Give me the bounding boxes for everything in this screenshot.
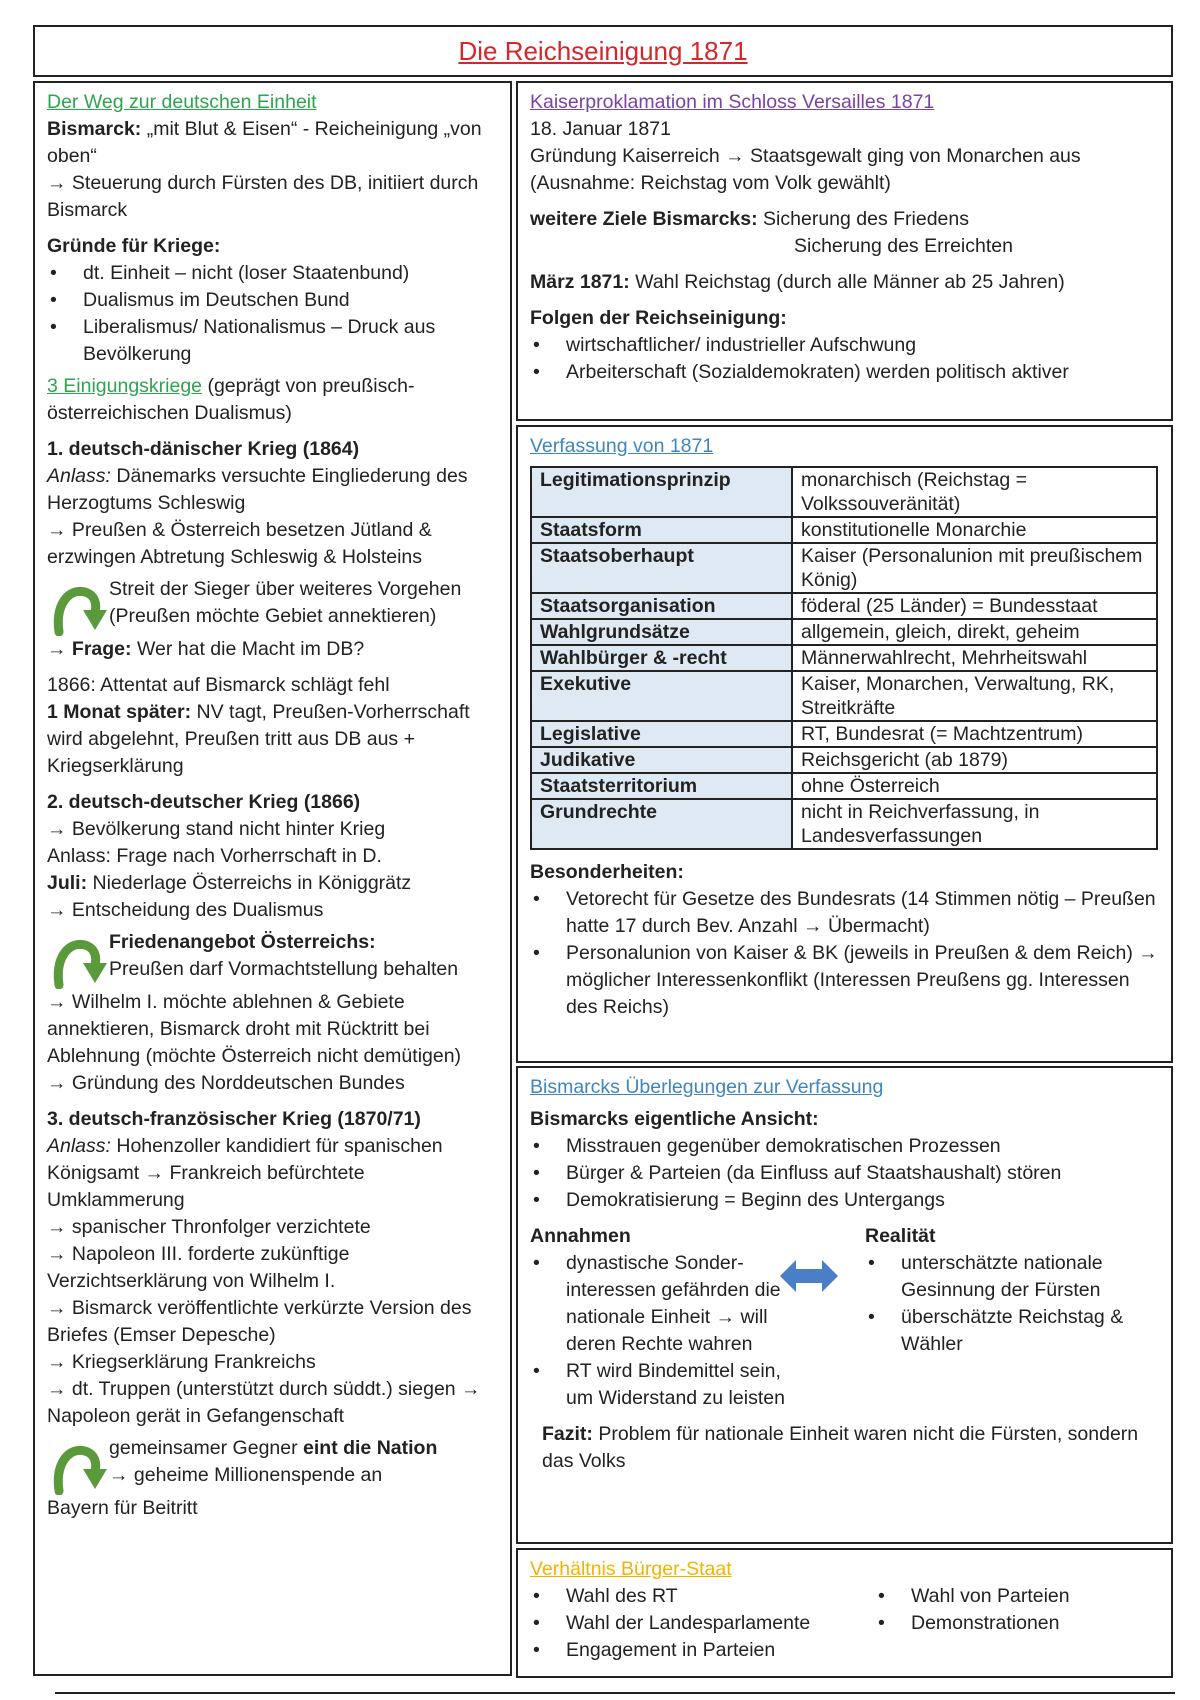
k3-line: → Kriegserklärung Frankreichs bbox=[47, 1351, 316, 1373]
list-item: • Wahl der Landesparlamente bbox=[530, 1610, 875, 1637]
curved-arrow-icon bbox=[47, 1441, 109, 1495]
kaiser-date: 18. Januar 1871 bbox=[530, 118, 671, 140]
k3-line: → dt. Truppen (unterstützt durch süddt.) siegen → Napoleon gerät in Gefangenschaft bbox=[47, 1378, 481, 1427]
left-column bbox=[33, 81, 512, 1676]
table-key: Staatsterritorium bbox=[531, 773, 792, 799]
table-row bbox=[531, 747, 1157, 773]
kriege-link: 3 Einigungskriege bbox=[47, 375, 203, 397]
k2-line: → Bevölkerung stand nicht hinter Krieg bbox=[47, 818, 386, 840]
monat-text: NV tagt, Preußen-Vorherrschaft wird abgelehnt, Preußen tritt aus DB aus + Kriegserklärung bbox=[47, 701, 470, 777]
bottom-divider bbox=[55, 1692, 1175, 1694]
table-key: Legislative bbox=[531, 721, 792, 747]
curved-arrow-icon bbox=[47, 935, 109, 989]
table-key: Staatsform bbox=[531, 517, 792, 543]
list-item: • Vetorecht für Gesetze des Bundesrats (14 Stimmen nötig – Preußen hatte 17 durch Bev. Anzahl → Übermacht) bbox=[530, 886, 1159, 940]
list-item: • Personalunion von Kaiser & BK (jeweils in Preußen & dem Reich) → möglicher Interessenkonflikt (Interessen Preußens gg. Interessen des Reichs) bbox=[530, 940, 1159, 1021]
double-arrow-icon bbox=[780, 1258, 838, 1294]
list-item: • dynastische Sonder-interessen gefährden die nationale Einheit → will deren Rechte wahren bbox=[530, 1250, 805, 1358]
table-key: Legitimationsprinzip bbox=[531, 467, 792, 517]
list-item: • dt. Einheit – nicht (loser Staatenbund) bbox=[47, 260, 498, 287]
table-row bbox=[531, 517, 1157, 543]
k2-heading: 2. deutsch-deutscher Krieg (1866) bbox=[47, 791, 361, 813]
table-row bbox=[531, 593, 1157, 619]
verfassung-table bbox=[530, 466, 1158, 850]
k1-anlass-text: Dänemarks versuchte Eingliederung des Herzogtums Schleswig bbox=[47, 465, 468, 514]
k1-heading: 1. deutsch-dänischer Krieg (1864) bbox=[47, 438, 360, 460]
list-item: • Wahl von Parteien bbox=[875, 1583, 1155, 1610]
folgen-heading: Folgen der Reichseinigung: bbox=[530, 307, 787, 329]
k2-line: Anlass: Frage nach Vorherrschaft in D. bbox=[47, 845, 382, 867]
list-item: • Engagement in Parteien bbox=[530, 1637, 875, 1664]
realitaet-heading: Realität bbox=[865, 1225, 936, 1247]
k3-anlass bbox=[47, 1133, 498, 1214]
verfassung-heading: Verfassung von 1871 bbox=[530, 435, 714, 457]
k2-line: → Entscheidung des Dualismus bbox=[47, 899, 324, 921]
buerger-heading: Verhältnis Bürger-Staat bbox=[530, 1558, 732, 1580]
annahmen-realitaet bbox=[530, 1223, 1159, 1412]
fazit-text: Problem für nationale Einheit waren nicht die Fürsten, sondern das Volks bbox=[542, 1423, 1139, 1472]
page-title: Die Reichseinigung 1871 bbox=[458, 36, 748, 66]
k3-anlass-label: Anlass: bbox=[47, 1135, 111, 1157]
table-row bbox=[531, 645, 1157, 671]
table-value: Reichsgericht (ab 1879) bbox=[792, 747, 1157, 773]
k2-wilhelm: → Wilhelm I. möchte ablehnen & Gebiete annektieren, Bismarck droht mit Rücktritt bei Ablehnung (möchte Österreich nicht demütigen) bbox=[47, 991, 462, 1067]
ueberlegungen-heading: Bismarcks Überlegungen zur Verfassung bbox=[530, 1076, 884, 1098]
monat-line bbox=[47, 699, 498, 780]
table-value: Kaiser, Monarchen, Verwaltung, RK, Streitkräfte bbox=[792, 671, 1157, 721]
kaiser-box bbox=[516, 81, 1173, 421]
k3-curve-text2: → geheime Millionenspende an bbox=[109, 1464, 383, 1486]
table-row bbox=[531, 773, 1157, 799]
table-row bbox=[531, 619, 1157, 645]
ansicht-list bbox=[530, 1133, 1159, 1214]
buerger-right-list bbox=[875, 1583, 1155, 1664]
table-value: ohne Österreich bbox=[792, 773, 1157, 799]
buerger-box bbox=[516, 1548, 1173, 1678]
k3-curve-text1: gemeinsamer Gegner bbox=[109, 1437, 304, 1459]
k2-juli-label: Juli: bbox=[47, 872, 88, 894]
list-item: • unterschätzte nationale Gesinnung der Fürsten bbox=[865, 1250, 1155, 1304]
gruende-list bbox=[47, 260, 498, 368]
table-value: Kaiser (Personalunion mit preußischem König) bbox=[792, 543, 1157, 593]
list-item: • Demokratisierung = Beginn des Untergangs bbox=[530, 1187, 1159, 1214]
table-row bbox=[531, 799, 1157, 849]
buerger-left-list bbox=[530, 1583, 875, 1664]
k2-juli bbox=[47, 870, 498, 897]
annahmen-heading: Annahmen bbox=[530, 1225, 631, 1247]
maerz-text: Wahl Reichstag (durch alle Männer ab 25 Jahren) bbox=[629, 271, 1065, 293]
monat-label: 1 Monat später: bbox=[47, 701, 192, 723]
steuerung-line: → Steuerung durch Fürsten des DB, initiiert durch Bismarck bbox=[47, 172, 479, 221]
folgen-list bbox=[530, 332, 1159, 386]
k3-line: → Napoleon III. forderte zukünftige Verzichtserklärung von Wilhelm I. bbox=[47, 1243, 350, 1292]
k2-juli-text: Niederlage Österreichs in Königgrätz bbox=[87, 872, 412, 894]
kaiser-heading: Kaiserproklamation im Schloss Versailles 1871 bbox=[530, 91, 935, 113]
bismarck-text: „mit Blut & Eisen“ - Reicheinigung „von oben“ bbox=[47, 118, 482, 167]
list-item: • Misstrauen gegenüber demokratischen Prozessen bbox=[530, 1133, 1159, 1160]
table-row bbox=[531, 721, 1157, 747]
k1-frage-prefix: → bbox=[47, 638, 72, 660]
k2-gruendung: → Gründung des Norddeutschen Bundes bbox=[47, 1072, 405, 1094]
k1-curve-block bbox=[47, 576, 498, 636]
list-item: • Demonstrationen bbox=[875, 1610, 1155, 1637]
ziele-label: weitere Ziele Bismarcks: bbox=[530, 208, 758, 230]
kriege-text: (geprägt von preußisch-österreichischen Dualismus) bbox=[47, 375, 415, 424]
ziele-2: Sicherung des Erreichten bbox=[794, 235, 1013, 257]
table-value: Männerwahlrecht, Mehrheitswahl bbox=[792, 645, 1157, 671]
maerz-line bbox=[530, 269, 1159, 296]
kaiser-gruendung: Gründung Kaiserreich → Staatsgewalt ging von Monarchen aus (Ausnahme: Reichstag vom Volk gewählt) bbox=[530, 145, 1081, 194]
list-item: • Dualismus im Deutschen Bund bbox=[47, 287, 498, 314]
table-key: Wahlbürger & -recht bbox=[531, 645, 792, 671]
table-key: Judikative bbox=[531, 747, 792, 773]
verfassung-box bbox=[516, 425, 1173, 1063]
maerz-label: März 1871: bbox=[530, 271, 630, 293]
ziele-1: Sicherung des Friedens bbox=[757, 208, 969, 230]
k1-anlass-label: Anlass: bbox=[47, 465, 111, 487]
k3-bayern: Bayern für Beitritt bbox=[47, 1497, 198, 1519]
table-value: allgemein, gleich, direkt, geheim bbox=[792, 619, 1157, 645]
table-value: RT, Bundesrat (= Machtzentrum) bbox=[792, 721, 1157, 747]
besonder-list bbox=[530, 886, 1159, 1021]
bismarck-label: Bismarck: bbox=[47, 118, 142, 140]
k1-frage bbox=[47, 636, 498, 663]
ueberlegungen-box bbox=[516, 1066, 1173, 1544]
table-key: Staatsorganisation bbox=[531, 593, 792, 619]
k3-line: → spanischer Thronfolger verzichtete bbox=[47, 1216, 371, 1238]
table-value: monarchisch (Reichstag = Volkssouveränität) bbox=[792, 467, 1157, 517]
list-item: • überschätzte Reichstag & Wähler bbox=[865, 1304, 1155, 1358]
fazit-label: Fazit: bbox=[542, 1423, 593, 1445]
k3-line: → Bismarck veröffentlichte verkürzte Version des Briefes (Emser Depesche) bbox=[47, 1297, 472, 1346]
k2-curve-block bbox=[47, 929, 498, 989]
k1-result: → Preußen & Österreich besetzen Jütland & erzwingen Abtretung Schleswig & Holsteins bbox=[47, 519, 432, 568]
list-item: • RT wird Bindemittel sein, um Widerstand zu leisten bbox=[530, 1358, 805, 1412]
k1-frage-label: Frage: bbox=[71, 638, 132, 660]
k3-curve-bold: eint die Nation bbox=[303, 1437, 438, 1459]
k3-curve-line bbox=[109, 1435, 437, 1462]
kriege-intro bbox=[47, 373, 498, 427]
gruende-heading: Gründe für Kriege: bbox=[47, 235, 221, 257]
ziele-line bbox=[530, 206, 1159, 233]
table-row bbox=[531, 671, 1157, 721]
list-item: • wirtschaftlicher/ industrieller Aufschwung bbox=[530, 332, 1159, 359]
title-box bbox=[33, 25, 1173, 77]
table-key: Grundrechte bbox=[531, 799, 792, 849]
k1-curve-text: Streit der Sieger über weiteres Vorgehen (Preußen möchte Gebiet annektieren) bbox=[109, 578, 462, 627]
besonder-heading: Besonderheiten: bbox=[530, 861, 684, 883]
fazit-line bbox=[530, 1421, 1159, 1475]
k3-heading: 3. deutsch-französischer Krieg (1870/71) bbox=[47, 1108, 421, 1130]
realitaet-list bbox=[865, 1250, 1155, 1358]
list-item: • Bürger & Parteien (da Einfluss auf Staatshaushalt) stören bbox=[530, 1160, 1159, 1187]
annahmen-column bbox=[530, 1223, 865, 1412]
table-row bbox=[531, 543, 1157, 593]
k3-curve-block bbox=[47, 1435, 498, 1495]
list-item: • Liberalismus/ Nationalismus – Druck aus Bevölkerung bbox=[47, 314, 498, 368]
ansicht-heading: Bismarcks eigentliche Ansicht: bbox=[530, 1108, 819, 1130]
k1-frage-text: Wer hat die Macht im DB? bbox=[131, 638, 365, 660]
table-key: Wahlgrundsätze bbox=[531, 619, 792, 645]
table-value: föderal (25 Länder) = Bundesstaat bbox=[792, 593, 1157, 619]
list-item: • Arbeiterschaft (Sozialdemokraten) werden politisch aktiver bbox=[530, 359, 1159, 386]
k1-anlass bbox=[47, 463, 498, 517]
k2-curve-bold: Friedenangebot Österreichs: bbox=[109, 931, 376, 953]
weg-heading: Der Weg zur deutschen Einheit bbox=[47, 91, 317, 113]
k3-anlass-text: Hohenzoller kandidiert für spanischen Königsamt → Frankreich befürchtete Umklammerung bbox=[47, 1135, 443, 1211]
realitaet-column bbox=[865, 1223, 1155, 1412]
table-value: konstitutionelle Monarchie bbox=[792, 517, 1157, 543]
attentat-line: 1866: Attentat auf Bismarck schlägt fehl bbox=[47, 674, 390, 696]
table-value: nicht in Reichverfassung, in Landesverfassungen bbox=[792, 799, 1157, 849]
table-key: Exekutive bbox=[531, 671, 792, 721]
buerger-columns bbox=[530, 1583, 1159, 1664]
bismarck-line bbox=[47, 116, 498, 170]
table-key: Staatsoberhaupt bbox=[531, 543, 792, 593]
curved-arrow-icon bbox=[47, 582, 109, 636]
list-item: • Wahl des RT bbox=[530, 1583, 875, 1610]
table-row bbox=[531, 467, 1157, 517]
k2-curve-text: Preußen darf Vormachtstellung behalten bbox=[109, 958, 459, 980]
